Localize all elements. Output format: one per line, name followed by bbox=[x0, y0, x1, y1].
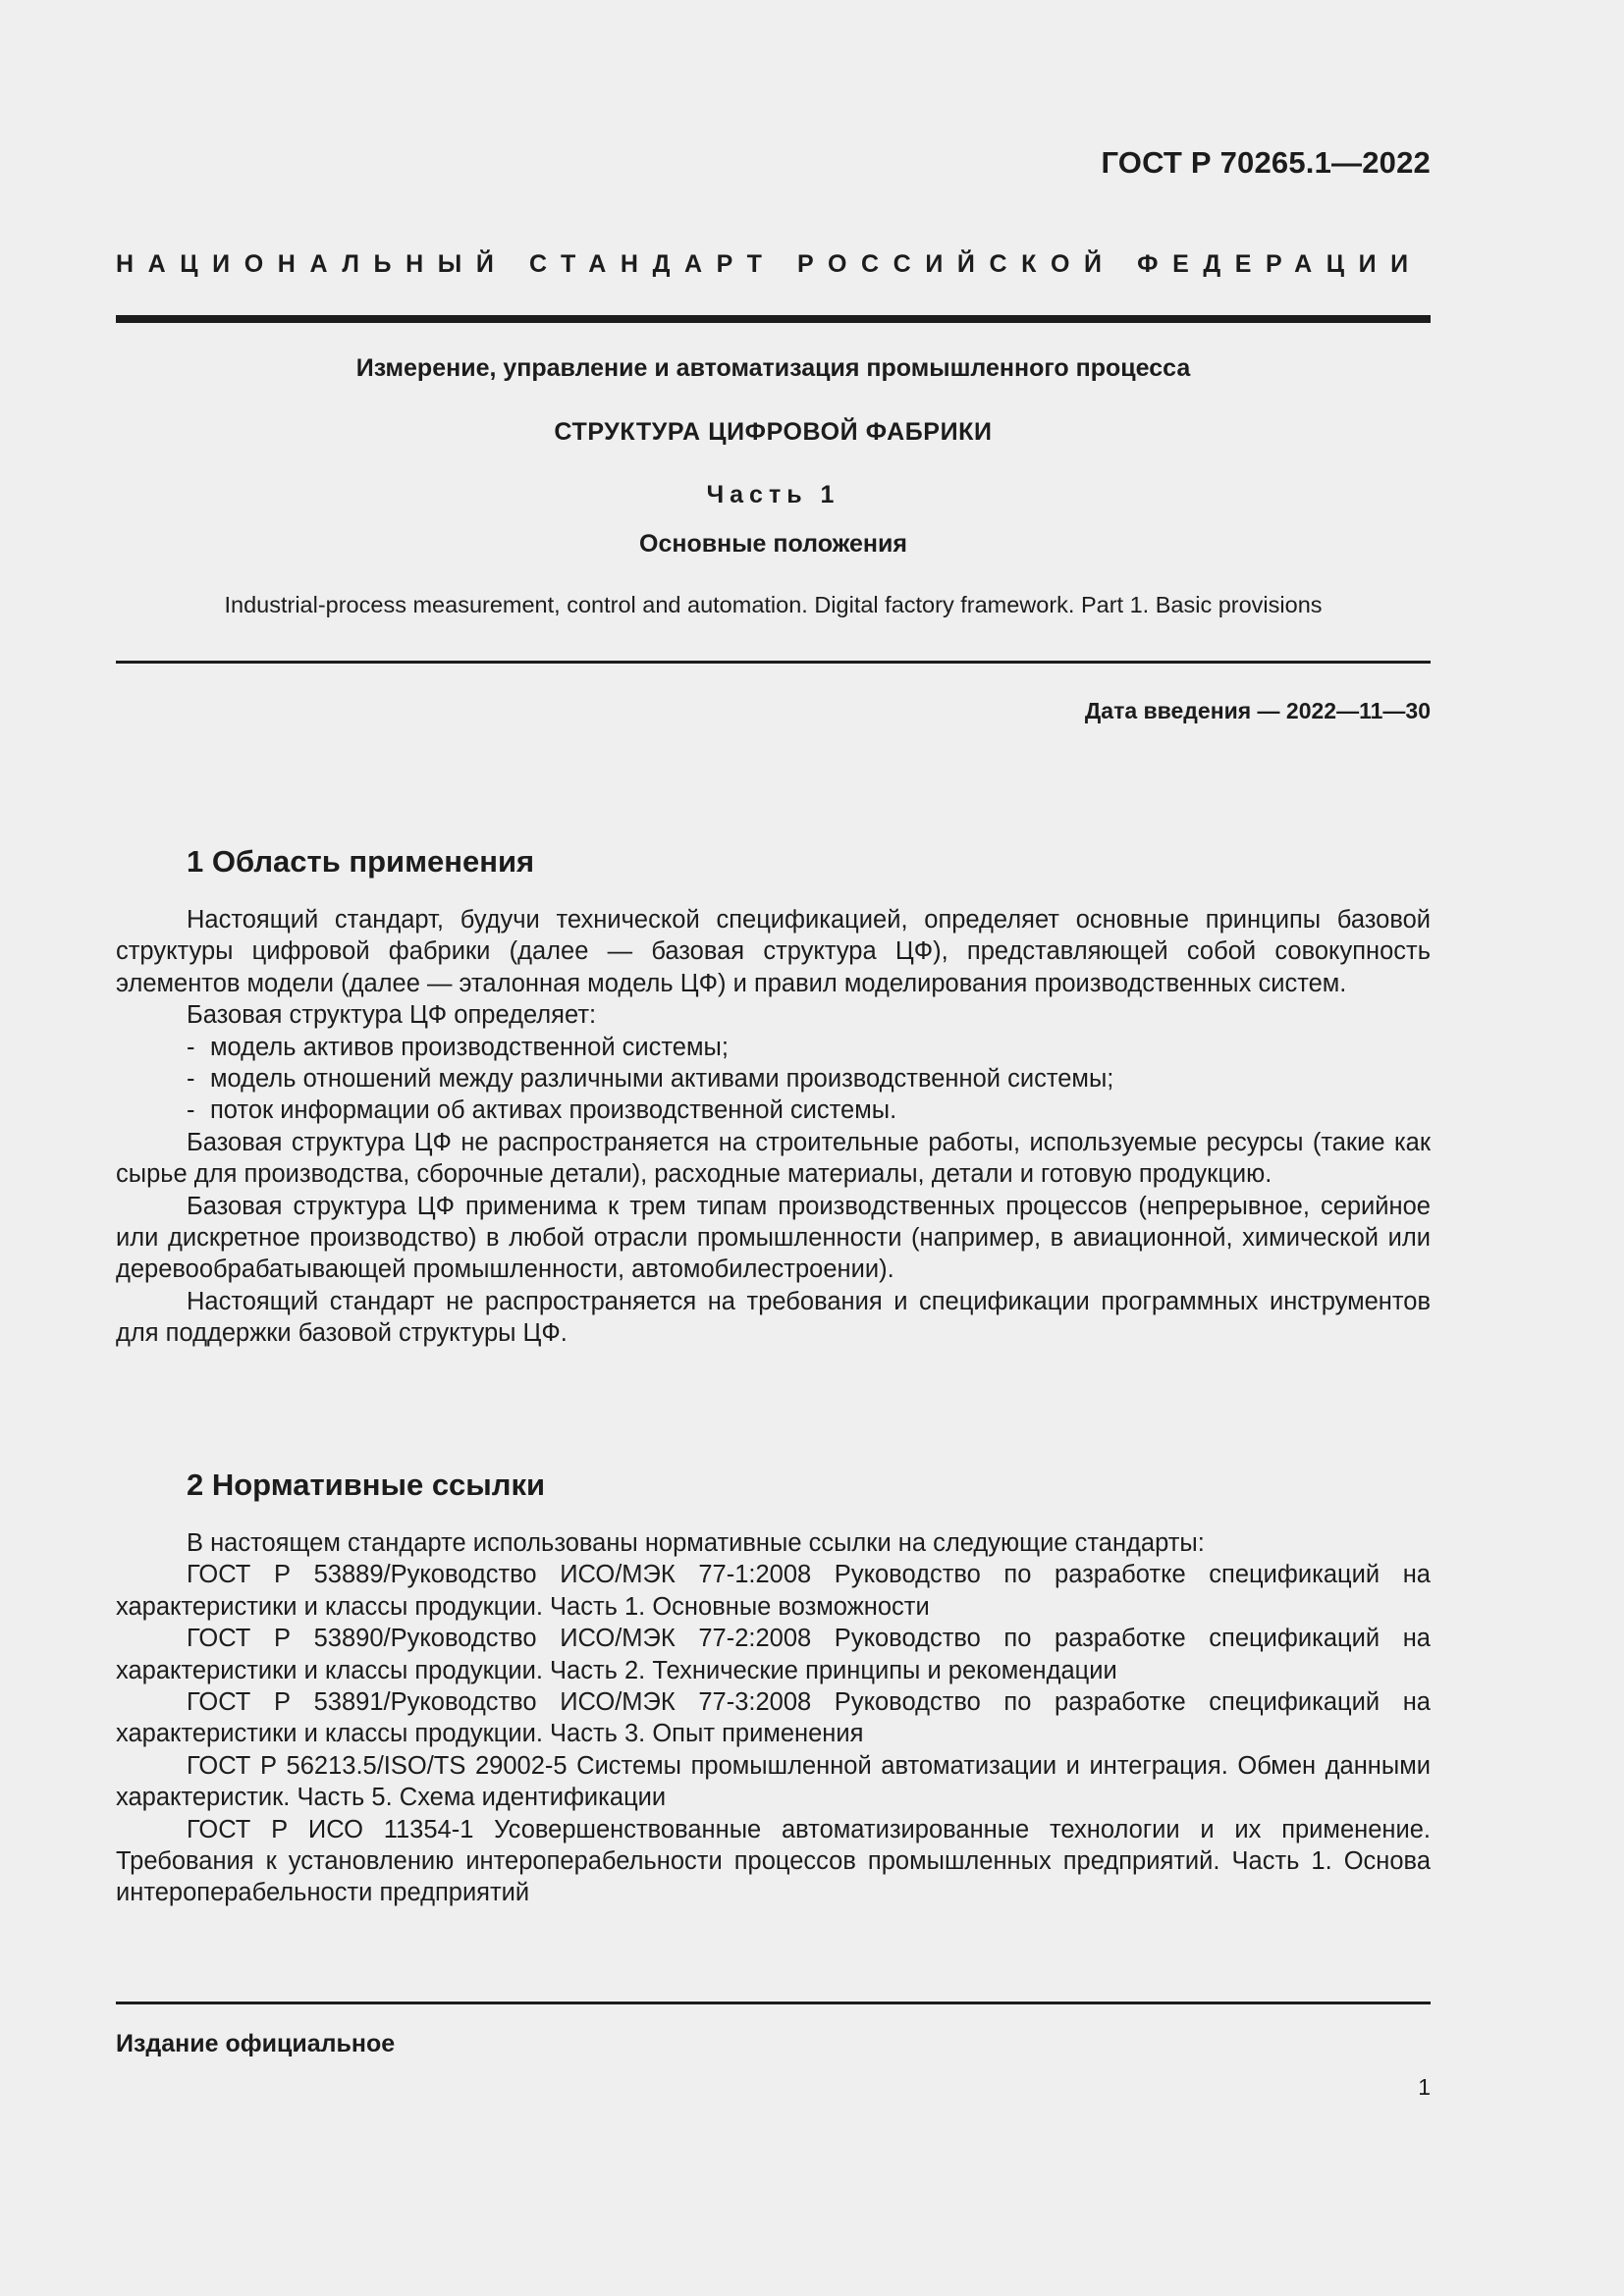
footer-rule bbox=[116, 2002, 1431, 2004]
paragraph: Базовая структура ЦФ определяет: bbox=[187, 1001, 597, 1030]
title-main: Измерение, управление и автоматизация промышленного процесса bbox=[355, 354, 1191, 382]
section-2-title: 2 Нормативные ссылки bbox=[187, 1468, 546, 1502]
title-rule bbox=[116, 661, 1431, 664]
section-2-body bbox=[116, 1527, 1431, 1909]
introduction-date: Дата введения — 2022—11—30 bbox=[1084, 698, 1431, 723]
page-number: 1 bbox=[1418, 2074, 1431, 2100]
paragraph: Базовая структура ЦФ не распространяется на строительные работы, используемые ресурсы (такие как сырье для производства, сборочные детали), расходные материалы, детали и готовую продукцию. bbox=[116, 1128, 1431, 1189]
list-item-text: модель активов производственной системы; bbox=[210, 1033, 729, 1061]
reference-item: ГОСТ Р 53890/Руководство ИСО/МЭК 77-2:2008 Руководство по разработке спецификаций на характеристики и классы продукции. Часть 2. Технические принципы и рекомендации bbox=[116, 1625, 1431, 1684]
list-item-text: поток информации об активах производственной системы. bbox=[210, 1096, 897, 1125]
reference-item: ГОСТ Р 53891/Руководство ИСО/МЭК 77-3:2008 Руководство по разработке спецификаций на характеристики и классы продукции. Часть 3. Опыт применения bbox=[116, 1688, 1431, 1748]
document-number: ГОСТ Р 70265.1—2022 bbox=[1101, 145, 1431, 180]
reference-item: ГОСТ Р ИСО 11354-1 Усовершенствованные автоматизированные технологии и их применение. Требования к установлению интероперабельности процессов промышленных предприятий. Часть 1. Основа интероперабельности предприятий bbox=[116, 1815, 1431, 1907]
title-english: Industrial-process measurement, control and automation. Digital factory framework. Part 1. Basic provisions bbox=[224, 592, 1323, 617]
official-edition-label: Издание официальное bbox=[116, 2030, 396, 2057]
paragraph: Базовая структура ЦФ применима к трем типам производственных процессов (непрерывное, серийное или дискретное производство) в любой отрасли промышленности (например, в авиационной, химической или деревообрабатывающей промышленности, автомобилестроении). bbox=[116, 1192, 1431, 1284]
paragraph: В настоящем стандарте использованы нормативные ссылки на следующие стандарты: bbox=[187, 1529, 1205, 1557]
title-part: Часть 1 bbox=[706, 481, 840, 508]
reference-item: ГОСТ Р 56213.5/ISO/TS 29002-5 Системы промышленной автоматизации и интеграция. Обмен данными характеристик. Часть 5. Схема идентификации bbox=[116, 1751, 1431, 1812]
section-1-title: 1 Область применения bbox=[187, 844, 535, 879]
paragraph: Настоящий стандарт, будучи технической спецификацией, определяет основные принципы базовой структуры цифровой фабрики (далее — базовая структура ЦФ), представляющей собой совокупность элементов модели (далее — эталонная модель ЦФ) и правил моделирования производственных систем. bbox=[116, 906, 1431, 997]
reference-item: ГОСТ Р 53889/Руководство ИСО/МЭК 77-1:2008 Руководство по разработке спецификаций на характеристики и классы продукции. Часть 1. Основные возможности bbox=[116, 1561, 1431, 1621]
section-1-body bbox=[116, 904, 1431, 1350]
list-item: - модель отношений между различными активами производственной системы; bbox=[187, 1065, 1114, 1094]
list-item: - модель активов производственной системы; bbox=[187, 1033, 729, 1061]
title-basic-provisions: Основные положения bbox=[639, 530, 907, 558]
national-standard-heading: НАЦИОНАЛЬНЫЙ СТАНДАРТ РОССИЙСКОЙ ФЕДЕРАЦИИ bbox=[116, 250, 1423, 278]
header-rule bbox=[116, 315, 1431, 323]
title-structure: СТРУКТУРА ЦИФРОВОЙ ФАБРИКИ bbox=[554, 418, 993, 446]
list-item-text: модель отношений между различными активами производственной системы; bbox=[210, 1065, 1114, 1094]
paragraph: Настоящий стандарт не распространяется на требования и спецификации программных инструментов для поддержки базовой структуры ЦФ. bbox=[116, 1287, 1431, 1348]
list-item: - поток информации об активах производственной системы. bbox=[187, 1096, 897, 1125]
